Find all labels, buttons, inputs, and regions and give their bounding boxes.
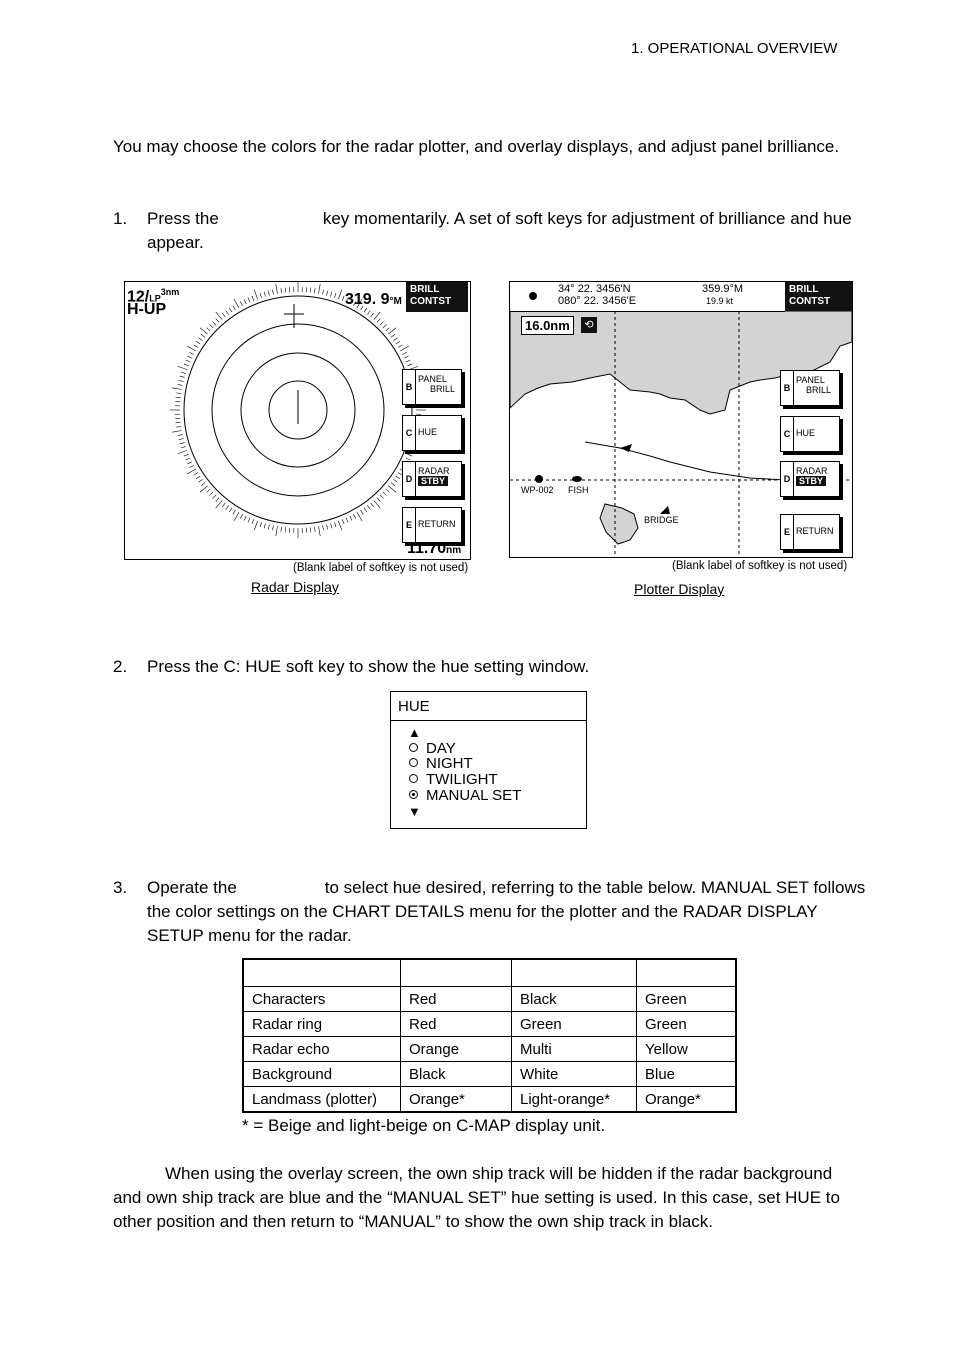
step-1-text (147, 207, 867, 255)
softkey-c-hue[interactable]: C HUE (402, 415, 462, 451)
bearing-tick (396, 476, 400, 479)
bearing-tick (179, 380, 184, 381)
bearing-tick (180, 376, 185, 377)
bearing-tick (338, 290, 341, 299)
radar-title: Radar Display (251, 579, 339, 595)
radio-icon (409, 743, 418, 752)
table-cell: Green (512, 1012, 637, 1037)
table-cell: Black (401, 1062, 512, 1087)
plotter-brill-contst-label: BRILL CONTST (785, 282, 852, 311)
bearing-tick (272, 525, 273, 530)
bearing-tick (216, 312, 222, 320)
table-cell: Green (637, 1012, 737, 1037)
table-cell: Orange* (401, 1087, 512, 1113)
bearing-tick (268, 524, 269, 529)
bearing-tick (407, 454, 412, 456)
bearing-tick (200, 328, 208, 334)
bearing-tick (216, 500, 222, 508)
table-cell: Orange* (637, 1087, 737, 1113)
bearing-tick (196, 341, 200, 344)
plotter-softkey-b-panel-brill[interactable]: B PANEL BRILL (780, 370, 840, 406)
bearing-tick (234, 512, 239, 521)
table-cell: Radar echo (243, 1037, 401, 1062)
step-1-before: Press the (147, 209, 219, 228)
bearing-tick (216, 319, 219, 323)
bearing-tick (226, 505, 229, 509)
plotter-range: 16.0nm (521, 316, 574, 335)
bearing-tick (233, 306, 236, 310)
bearing-tick (388, 328, 396, 334)
table-cell: Light-orange* (512, 1087, 637, 1113)
bearing-tick (179, 439, 184, 440)
bearing-tick (213, 495, 216, 499)
plotter-softkey-c-hue[interactable]: C HUE (780, 416, 840, 452)
bearing-tick (222, 313, 225, 317)
bearing-tick (323, 525, 324, 530)
bearing-tick (184, 454, 189, 456)
bearing-tick (406, 360, 411, 362)
table-header-cell (637, 959, 737, 987)
bearing-tick (180, 443, 185, 444)
bearing-tick (201, 334, 205, 337)
plotter-softkey-d-radar-stby[interactable]: D RADAR STBY (780, 461, 840, 497)
bearing-tick (276, 284, 278, 294)
step-2-number: 2. (113, 657, 128, 676)
bearing-tick (244, 516, 246, 520)
bearing-tick (281, 288, 282, 293)
table-row (243, 987, 736, 1012)
bearing-tick (248, 518, 250, 523)
bearing-tick (187, 346, 196, 351)
softkey-d-radar-stby[interactable]: D RADAR STBY (402, 461, 462, 497)
table-row (243, 1012, 736, 1037)
bearing-tick (380, 495, 383, 499)
bearing-tick (327, 524, 328, 529)
bearing-tick (268, 291, 269, 296)
bearing-tick (391, 334, 395, 337)
bearing-tick (367, 310, 370, 314)
radar-range: $12/LP^{3nm}$ (127, 287, 180, 306)
bearing-tick (198, 338, 202, 341)
bearing-tick (377, 319, 380, 323)
bearing-tick (391, 483, 395, 486)
bearing-tick (285, 527, 286, 532)
bearing-tick (383, 325, 387, 328)
plotter-title: Plotter Display (634, 581, 725, 597)
bearing-tick (331, 523, 332, 528)
hue-option-twilight[interactable]: TWILIGHT (409, 772, 498, 788)
bearing-tick (323, 290, 324, 295)
bearing-tick (216, 498, 219, 502)
bearing-tick (172, 388, 182, 390)
bearing-tick (388, 486, 396, 492)
bearing-tick (198, 479, 202, 482)
hue-option-night[interactable]: NIGHT (409, 756, 473, 772)
scroll-up-icon[interactable]: ▲ (408, 725, 421, 740)
table-cell: White (512, 1062, 637, 1087)
bearing-tick (331, 292, 332, 297)
intro-paragraph: You may choose the colors for the radar plotter, and overlay displays, and adjust panel brilliance. (113, 137, 840, 156)
bearing-tick (386, 328, 390, 331)
bearing-tick (194, 345, 198, 348)
bearing-tick (176, 397, 181, 398)
bearing-tick (178, 450, 187, 453)
table-footnote: * = Beige and light-beige on C-MAP display unit. (242, 1116, 606, 1135)
bearing-tick (178, 384, 183, 385)
bearing-tick (181, 372, 186, 374)
table-row (243, 1062, 736, 1087)
bearing-tick (374, 500, 380, 508)
table-row (243, 1037, 736, 1062)
bearing-tick (396, 341, 400, 344)
bearing-tick (210, 325, 214, 328)
bearing-tick (181, 446, 186, 448)
bearing-tick (264, 292, 265, 297)
bearing-tick (178, 435, 183, 436)
hue-window-title: HUE (391, 692, 586, 721)
bearing-tick (176, 426, 181, 427)
table-cell: Orange (401, 1037, 512, 1062)
bearing-tick (186, 360, 191, 362)
bearing-tick (226, 310, 229, 314)
bearing-tick (213, 322, 216, 326)
bearing-tick (353, 514, 355, 518)
bearing-tick (402, 352, 406, 354)
bearing-tick (310, 288, 311, 293)
radar-heading: 319. 9°M (345, 291, 402, 308)
bearing-tick (380, 322, 383, 326)
step-1-after: key momentarily. A set of soft keys for adjustment of brilliance and hue appear. (147, 209, 852, 252)
bearing-tick (346, 518, 348, 523)
bearing-tick (350, 516, 352, 520)
bearing-tick (264, 523, 265, 528)
hue-table (242, 958, 737, 1113)
hue-window (390, 691, 587, 829)
table-cell: Characters (243, 987, 401, 1012)
radar-bottom-range: 11.70nm (407, 540, 462, 557)
bearing-tick (187, 462, 191, 464)
bearing-tick (240, 301, 242, 305)
radio-selected-icon (409, 790, 418, 799)
step-1-number: 1. (113, 209, 128, 228)
table-row (243, 1087, 736, 1113)
softkey-b-panel-brill[interactable]: B PANEL BRILL (402, 369, 462, 405)
bearing-tick (371, 503, 374, 507)
bearing-tick (252, 519, 254, 524)
bearing-tick (327, 291, 328, 296)
bearing-tick (318, 526, 320, 536)
bearing-tick (210, 492, 214, 495)
table-cell: Red (401, 1012, 512, 1037)
plotter-softkey-e-return[interactable]: E RETURN (780, 514, 840, 550)
north-up-icon: ⟲ (581, 317, 597, 333)
table-cell: Background (243, 1062, 401, 1087)
table-cell: Yellow (637, 1037, 737, 1062)
bearing-tick (252, 296, 254, 301)
table-header-row (243, 959, 736, 987)
bearing-tick (318, 284, 320, 294)
bearing-tick (386, 489, 390, 492)
bearing-tick (187, 356, 191, 358)
bearing-tick (196, 476, 200, 479)
bearing-tick (334, 293, 336, 298)
bearing-tick (276, 526, 278, 536)
bearing-tick (176, 422, 181, 423)
bearing-tick (233, 510, 236, 514)
bearing-tick (207, 328, 211, 331)
bearing-tick (342, 519, 344, 524)
bearing-tick (184, 364, 189, 366)
bearing-tick (186, 458, 191, 460)
bearing-tick (229, 508, 232, 512)
bearing-tick (178, 366, 187, 369)
bearing-tick (334, 522, 336, 527)
bearing-tick (398, 345, 402, 348)
hue-option-manual-set[interactable]: MANUAL SET (409, 788, 521, 804)
step-3-number: 3. (113, 878, 128, 897)
step-3-text: Operate the to select hue desired, referring to the table below. MANUAL SET follows the color settings on the CHART DETAILS menu for the plotter and the RADAR DISPLAY SETUP menu for the radar. (147, 878, 866, 945)
page-header: 1. OPERATIONAL OVERVIEW (631, 40, 838, 57)
bearing-tick (260, 293, 262, 298)
radar-mode: H-UP (127, 301, 167, 318)
table-cell: Black (512, 987, 637, 1012)
bearing-tick (371, 313, 374, 317)
bearing-tick (229, 308, 232, 312)
brill-contst-label: BRILL CONTST (406, 282, 468, 312)
bearing-tick (393, 338, 397, 341)
bearing-tick (254, 521, 257, 530)
step-2-text: Press the C: HUE soft key to show the hue setting window. (147, 657, 590, 676)
bearing-tick (285, 288, 286, 293)
table-header-cell (243, 959, 401, 987)
bridge-label: BRIDGE (644, 515, 679, 525)
bearing-tick (187, 469, 196, 474)
bearing-tick (172, 430, 182, 432)
bearing-tick (361, 510, 364, 514)
softkey-e-return[interactable]: E RETURN (402, 507, 462, 543)
bearing-tick (314, 527, 315, 532)
bearing-tick (357, 512, 362, 521)
bearing-tick (272, 290, 273, 295)
radio-icon (409, 774, 418, 783)
bearing-tick (407, 364, 412, 366)
bearing-tick (383, 492, 387, 495)
plotter-course: 359.9°M (702, 283, 744, 295)
bearing-tick (314, 288, 315, 293)
plotter-display (509, 281, 853, 558)
bearing-tick (406, 458, 411, 460)
bearing-tick (244, 299, 246, 303)
bearing-tick (207, 489, 211, 492)
bearing-tick (374, 312, 380, 320)
position-dot-icon (529, 292, 537, 300)
bearing-tick (176, 393, 181, 394)
bearing-tick (400, 346, 409, 351)
plotter-caption: (Blank label of softkey is not used) (672, 560, 848, 572)
fish-label: FISH (568, 485, 589, 495)
bearing-tick (367, 505, 370, 509)
bearing-tick (310, 527, 311, 532)
plotter-status-bar (510, 282, 785, 312)
table-cell: Green (637, 987, 737, 1012)
plotter-speed: 19.9 kt (706, 296, 734, 306)
radio-icon (409, 758, 418, 767)
bearing-tick (281, 527, 282, 532)
table-cell: Red (401, 987, 512, 1012)
bearing-tick (234, 299, 239, 308)
bearing-tick (393, 479, 397, 482)
bearing-tick (364, 508, 367, 512)
bearing-tick (189, 352, 193, 354)
bearing-tick (194, 473, 198, 476)
hue-option-day[interactable]: DAY (409, 741, 456, 757)
table-cell: Multi (512, 1037, 637, 1062)
bearing-tick (200, 486, 208, 492)
table-cell: Landmass (plotter) (243, 1087, 401, 1113)
bearing-tick (260, 522, 262, 527)
bearing-tick (240, 514, 242, 518)
bearing-tick (189, 465, 193, 467)
waypoint-label: WP-002 (521, 485, 554, 495)
table-cell: Radar ring (243, 1012, 401, 1037)
plotter-position: 34° 22. 3456'N 080° 22. 3456'E (558, 283, 637, 307)
radar-caption: (Blank label of softkey is not used) (293, 562, 469, 574)
bearing-tick (201, 483, 205, 486)
bearing-tick (254, 290, 257, 299)
bearing-tick (377, 498, 380, 502)
table-cell: Blue (637, 1062, 737, 1087)
bearing-tick (222, 503, 225, 507)
bearing-tick (338, 521, 341, 530)
bearing-tick (404, 356, 408, 358)
table-header-cell (401, 959, 512, 987)
table-header-cell (512, 959, 637, 987)
radar-display (124, 281, 471, 560)
bearing-tick (248, 298, 250, 303)
scroll-down-icon[interactable]: ▼ (408, 804, 421, 819)
note-paragraph: When using the overlay screen, the own ship track will be hidden if the radar background and own ship track are blue and the “MANUAL SET” hue setting is used. In this case, set HUE to other position and then return to “MANUAL” to show the own ship track in black. (113, 1164, 840, 1231)
bearing-tick (342, 296, 344, 301)
